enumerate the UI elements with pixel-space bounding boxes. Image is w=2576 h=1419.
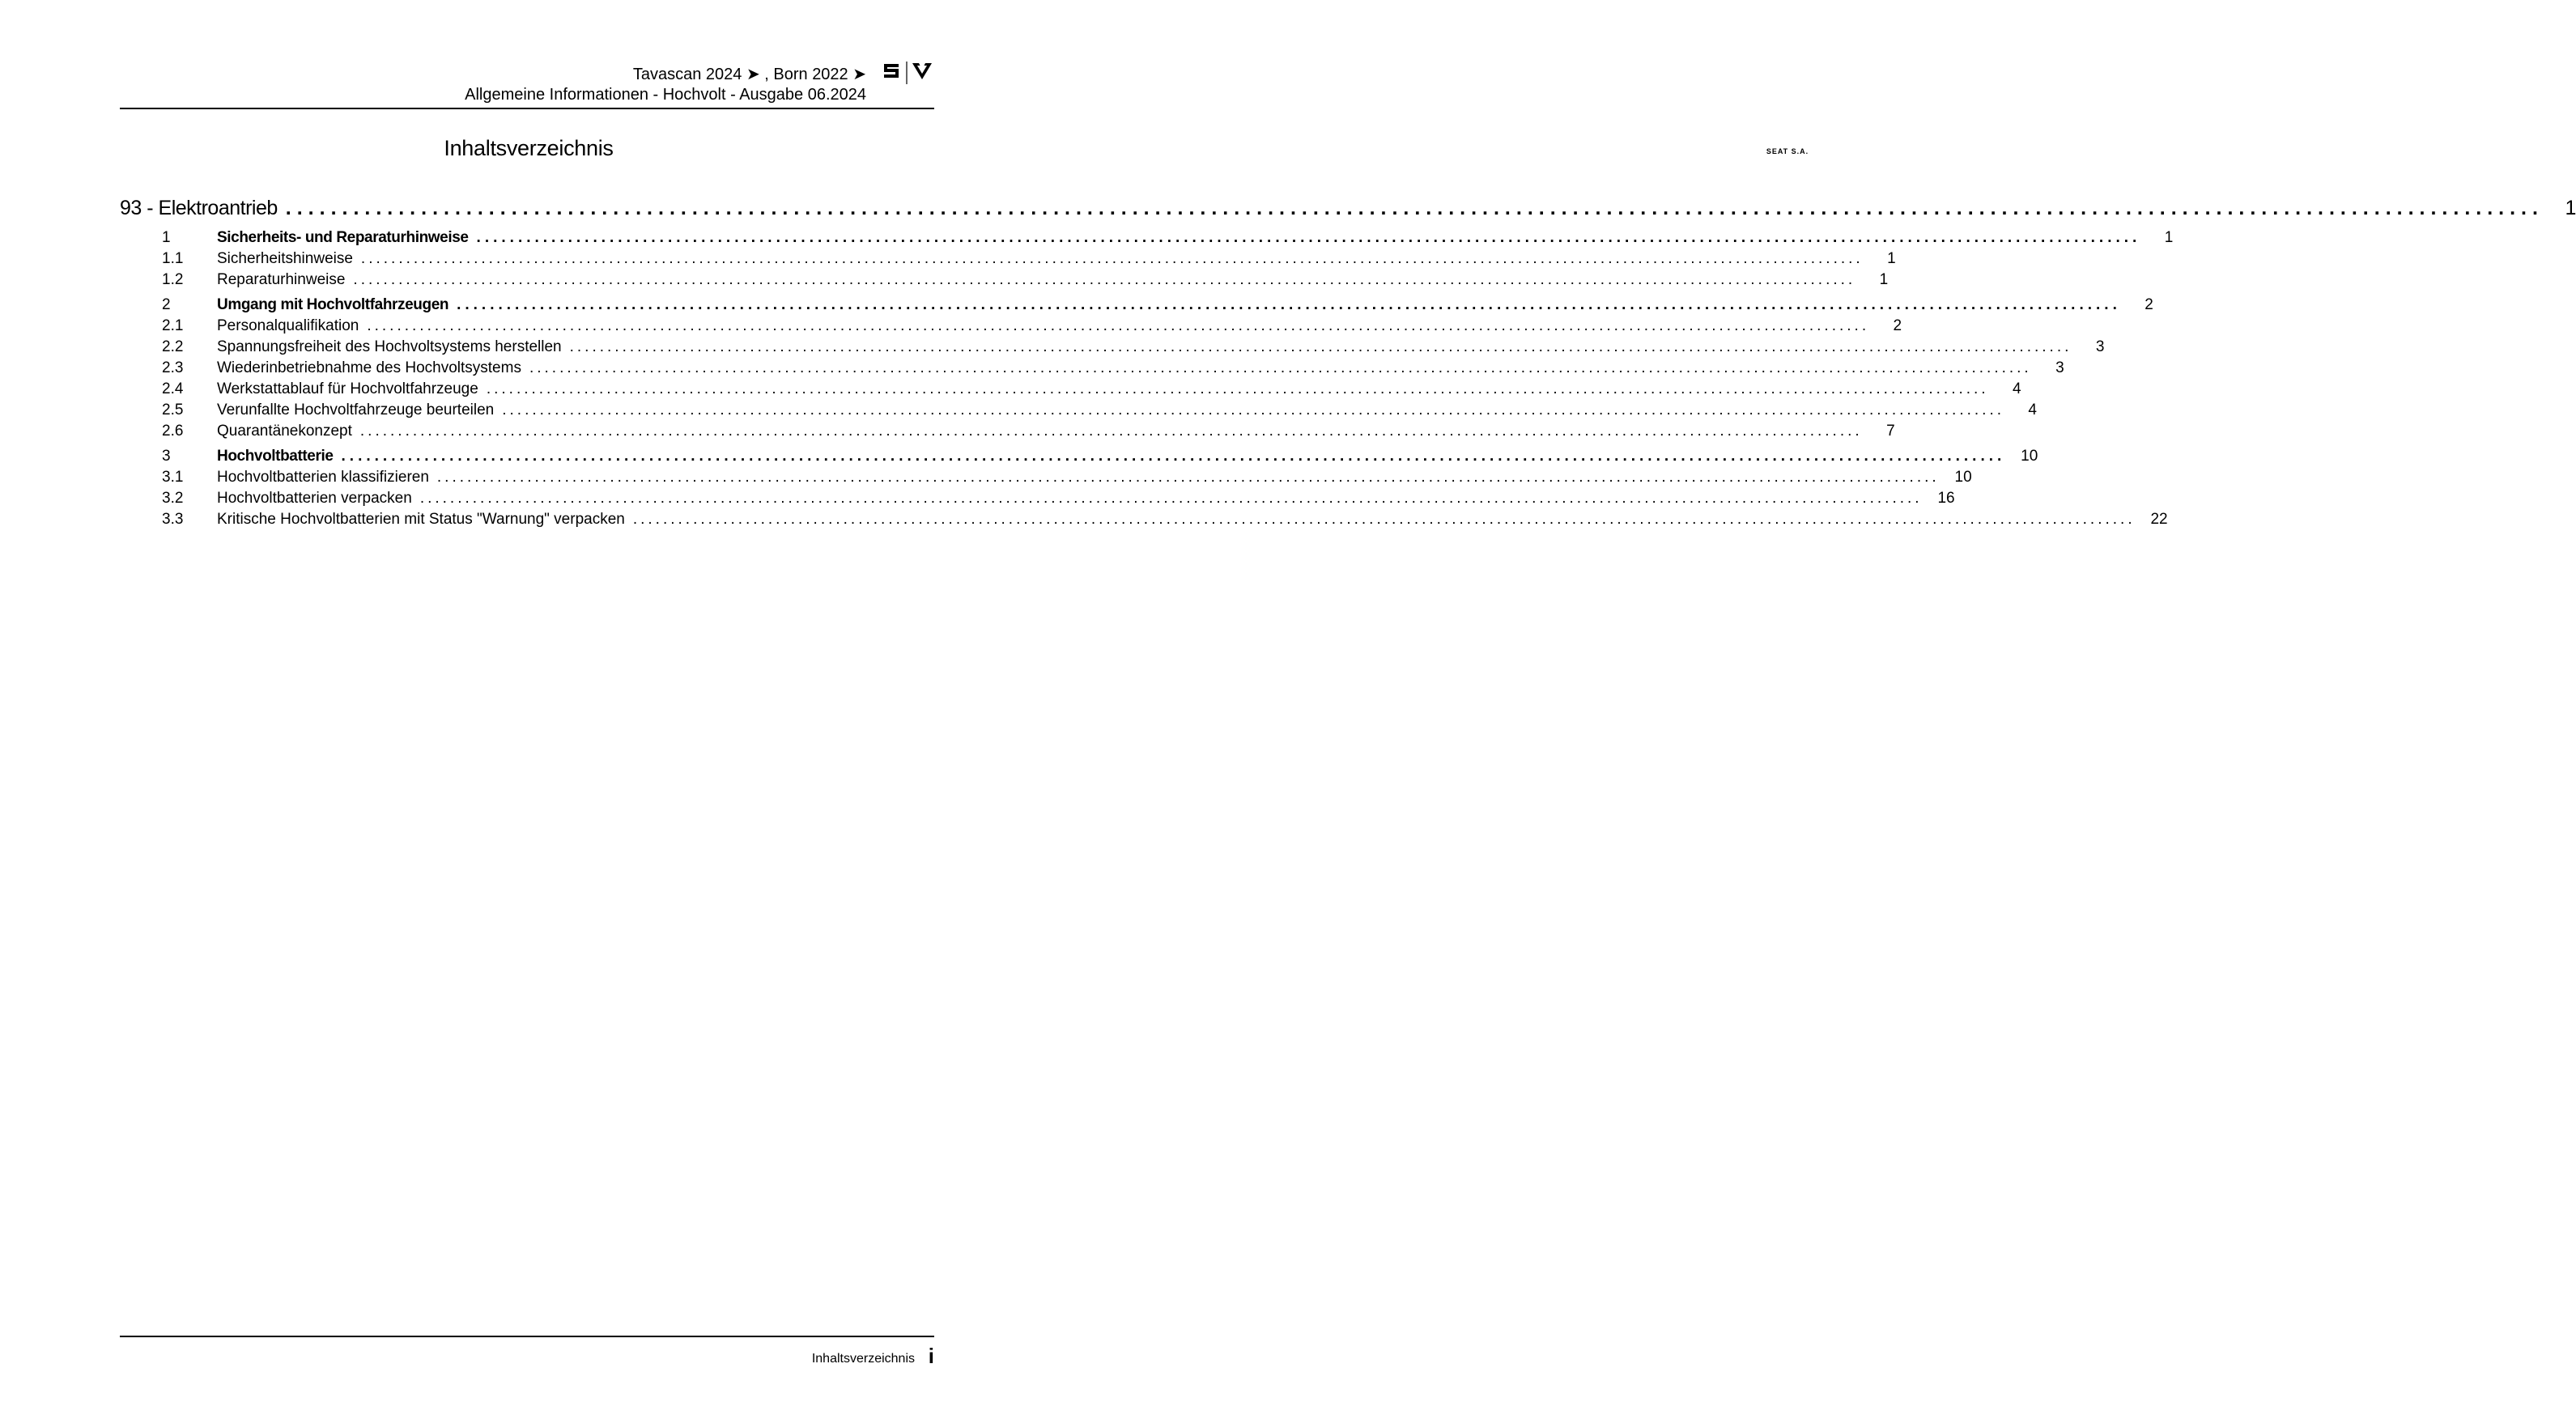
toc-entry[interactable] [120, 358, 2064, 379]
dot-leader: ........................................................................................................................................................................................................ [353, 271, 1856, 288]
toc-entry-title: Verunfallte Hochvoltfahrzeuge beurteilen [217, 401, 495, 418]
toc-section-page: 2 [2145, 296, 2153, 313]
toc-section[interactable] [120, 445, 2038, 467]
toc-entry[interactable] [120, 337, 2105, 358]
dot-leader: ........................................................................................................................................................................................................ [457, 296, 2121, 313]
logo-caption: SEAT S.A. [1766, 147, 1809, 155]
toc-chapter-title: 93 - Elektroantrieb [120, 197, 278, 219]
toc-entry-page: 1 [1879, 271, 1889, 288]
header-document-line: Allgemeine Informationen - Hochvolt - Ausgabe 06.2024 [465, 86, 866, 104]
toc-section[interactable] [120, 294, 2153, 316]
toc-entry[interactable] [120, 316, 1902, 337]
toc-entry-number: 2.4 [162, 380, 184, 397]
toc-entry-title: Spannungsfreiheit des Hochvoltsystems herstellen [217, 338, 562, 355]
toc-entry-title: Hochvoltbatterien verpacken [217, 490, 412, 507]
header-model-line: Tavascan 2024 ➤ , Born 2022 ➤ [632, 66, 866, 83]
toc-entry-page: 10 [1954, 469, 1972, 486]
toc-entry-number: 1.2 [162, 271, 184, 288]
table-of-contents [120, 193, 2576, 530]
header-divider [120, 108, 934, 109]
toc-entry-number: 2.3 [162, 359, 184, 376]
toc-entry-number: 2.5 [162, 401, 184, 418]
toc-entry-page: 16 [1937, 490, 1955, 507]
toc-section-title: Umgang mit Hochvoltfahrzeugen [217, 296, 449, 313]
dot-leader: ........................................................................................................................................................................................................ [360, 250, 1864, 267]
toc-entry-title: Personalqualifikation [217, 317, 359, 334]
toc-entry-page: 1 [1887, 250, 1896, 267]
toc-entry-number: 2.1 [162, 317, 184, 334]
dot-leader: ........................................................................................................................................................................................................ [367, 317, 1870, 334]
toc-section-number: 3 [162, 448, 171, 465]
seat-cupra-logo [882, 60, 1809, 155]
dot-leader: ........................................................................................................................................................................................................ [632, 511, 2136, 528]
toc-section-title: Hochvoltbatterie [217, 448, 334, 465]
toc-entry-title: Hochvoltbatterien klassifizieren [217, 469, 429, 486]
toc-entry[interactable] [120, 488, 1955, 509]
dot-leader: ........................................................................................................................................................................................................ [436, 469, 1940, 486]
seat-logo-icon [882, 60, 937, 87]
page-title: Inhaltsverzeichnis [444, 136, 614, 160]
toc-chapter-page: 1 [2565, 197, 2576, 219]
dot-leader: ........................................................................................................................................................................................................ [476, 229, 2141, 246]
toc-section-page: 1 [2164, 229, 2174, 246]
cupra-logo-icon [912, 63, 932, 79]
toc-chapter[interactable] [120, 193, 2576, 223]
toc-entry-page: 4 [2013, 380, 2021, 397]
toc-entry-title: Kritische Hochvoltbatterien mit Status "Warnung" verpacken [217, 511, 625, 528]
toc-entry-number: 2.6 [162, 423, 184, 440]
toc-section-page: 10 [2021, 448, 2038, 465]
toc-section[interactable] [120, 227, 2174, 249]
toc-section-number: 1 [162, 229, 171, 246]
toc-entry-number: 3.1 [162, 469, 184, 486]
toc-entry-title: Reparaturhinweise [217, 271, 346, 288]
footer-section-title: Inhaltsverzeichnis [811, 1352, 915, 1366]
toc-entry[interactable] [120, 270, 1889, 291]
toc-entry[interactable] [120, 509, 2168, 530]
toc-entry-page: 3 [2055, 359, 2064, 376]
toc-entry-number: 3.3 [162, 511, 184, 528]
toc-entry[interactable] [120, 379, 2021, 400]
toc-entry-title: Wiederinbetriebnahme des Hochvoltsystems [217, 359, 521, 376]
toc-entry[interactable] [120, 400, 2037, 421]
toc-entry-page: 4 [2028, 401, 2037, 418]
toc-entry-page: 2 [1893, 317, 1902, 334]
toc-entry[interactable] [120, 421, 1895, 442]
toc-entry[interactable] [120, 467, 1972, 488]
dot-leader: ........................................................................................................................................................................................................ [569, 338, 2072, 355]
footer-divider [120, 1336, 934, 1337]
toc-entry-number: 2.2 [162, 338, 184, 355]
toc-entry-number: 1.1 [162, 250, 184, 267]
toc-entry-page: 22 [2150, 511, 2168, 528]
toc-section-number: 2 [162, 296, 171, 313]
toc-section-title: Sicherheits- und Reparaturhinweise [217, 229, 469, 246]
toc-entry-page: 3 [2095, 338, 2105, 355]
dot-leader: ........................................................................................................................................................................................................ [341, 448, 2006, 465]
toc-entry-title: Sicherheitshinweise [217, 250, 353, 267]
dot-leader: ........................................................................................................................................................................................................ [502, 401, 2004, 418]
toc-entry-title: Quarantänekonzept [217, 423, 352, 440]
toc-entry[interactable] [120, 249, 1896, 270]
dot-leader: ........................................................................................................................................................................................................ [419, 490, 1923, 507]
dot-leader: ........................................................................................................................................................................................................ [486, 380, 1989, 397]
footer-page-number: i [928, 1344, 934, 1368]
toc-entry-number: 3.2 [162, 490, 184, 507]
dot-leader: ........................................................................................................................................................................................................ [529, 359, 2032, 376]
dot-leader: ........................................................................................................................................................................................................ [285, 197, 2544, 219]
dot-leader: ........................................................................................................................................................................................................ [359, 423, 1863, 440]
header-text [465, 65, 866, 105]
toc-entry-page: 7 [1886, 423, 1895, 440]
toc-entry-title: Werkstattablauf für Hochvoltfahrzeuge [217, 380, 478, 397]
